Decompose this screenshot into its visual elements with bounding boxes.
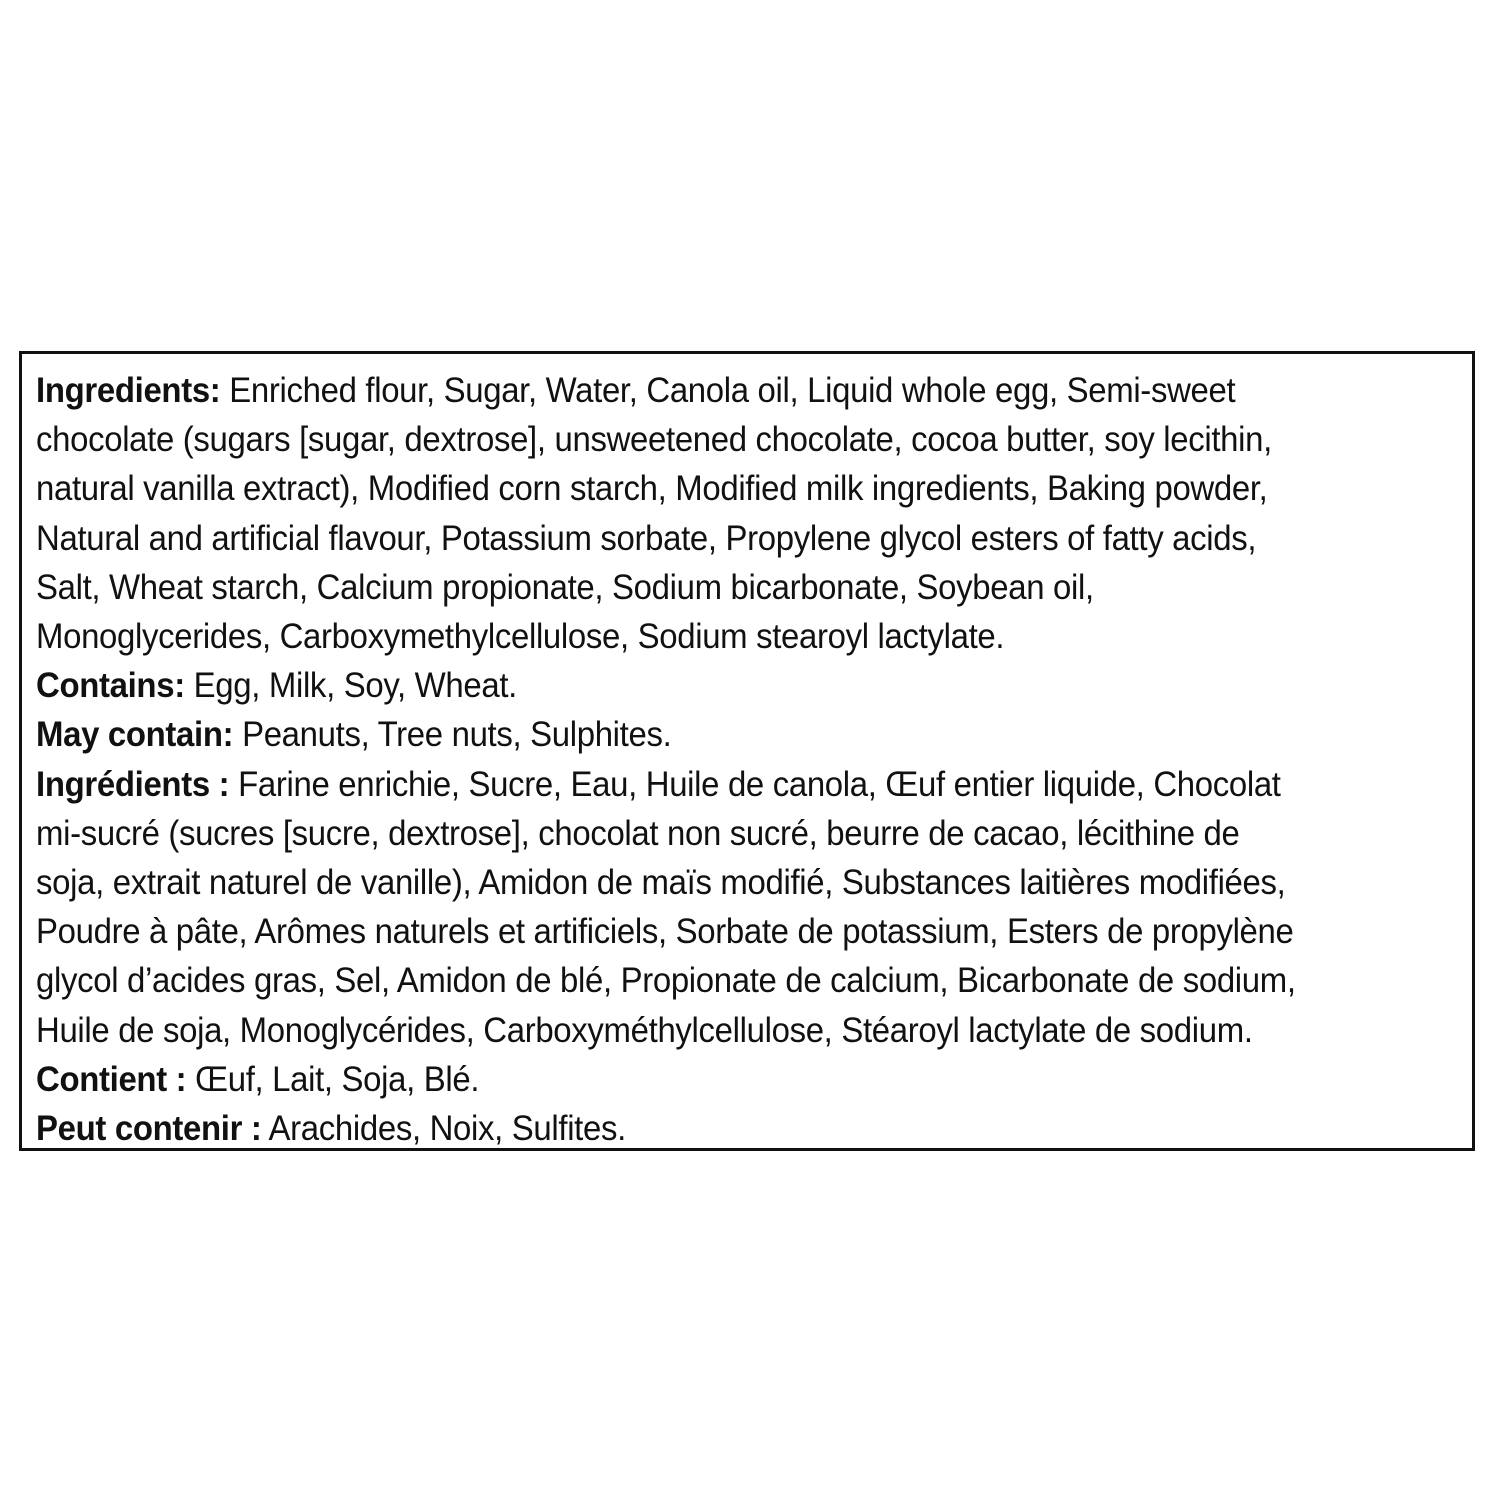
english-may-contain-line xyxy=(36,710,1360,759)
french-may-contain-line xyxy=(36,1104,1360,1153)
ingredients-label-box xyxy=(19,351,1475,1151)
french-contains-text: Œuf, Lait, Soja, Blé. xyxy=(186,1058,480,1099)
french-contains-line xyxy=(36,1055,1360,1104)
english-may-contain-heading: May contain: xyxy=(36,714,234,755)
english-ingredients-text: Enriched flour, Sugar, Water, Canola oil, Liquid whole egg, Semi-sweet xyxy=(220,370,1236,410)
english-ingredients-line-4: Natural and artificial flavour, Potassium sorbate, Propylene glycol esters of fatty acids, xyxy=(36,517,1257,558)
english-ingredients-line-1 xyxy=(36,366,1360,415)
english-contains-text: Egg, Milk, Soy, Wheat. xyxy=(184,665,517,706)
french-ingredients-line-3: soja, extrait naturel de vanille), Amidon de maïs modifié, Substances laitières modifiées, xyxy=(36,862,1286,903)
english-ingredients-line-6: Monoglycerides, Carboxymethylcellulose, Sodium stearoyl lactylate. xyxy=(36,616,1005,657)
french-contains-heading: Contient : xyxy=(36,1058,187,1099)
french-ingredients-text: Farine enrichie, Sucre, Eau, Huile de canola, Œuf entier liquide, Chocolat xyxy=(229,763,1281,804)
english-ingredients-line-5: Salt, Wheat starch, Calcium propionate, Sodium bicarbonate, Soybean oil, xyxy=(36,566,1094,607)
english-ingredients-line-2: chocolate (sugars [sugar, dextrose], unsweetened chocolate, cocoa butter, soy lecithin, xyxy=(36,419,1272,460)
french-ingredients-line-4: Poudre à pâte, Arômes naturels et artificiels, Sorbate de potassium, Esters de propylène xyxy=(36,911,1294,952)
french-may-contain-text: Arachides, Noix, Sulfites. xyxy=(261,1108,626,1149)
english-contains-line xyxy=(36,661,1360,710)
english-ingredients-line-3: natural vanilla extract), Modified corn starch, Modified milk ingredients, Baking powder, xyxy=(36,468,1268,509)
french-ingredients-line-6: Huile de soja, Monoglycérides, Carboxyméthylcellulose, Stéaroyl lactylate de sodium. xyxy=(36,1009,1253,1050)
english-may-contain-text: Peanuts, Tree nuts, Sulphites. xyxy=(233,714,672,755)
french-may-contain-heading: Peut contenir : xyxy=(36,1108,262,1149)
english-contains-heading: Contains: xyxy=(36,665,185,706)
english-ingredients-heading: Ingredients: xyxy=(36,370,221,410)
french-ingredients-line-5: glycol d’acides gras, Sel, Amidon de blé, Propionate de calcium, Bicarbonate de sodium, xyxy=(36,960,1296,1001)
french-ingredients-heading: Ingrédients : xyxy=(36,763,230,804)
french-ingredients-line-1 xyxy=(36,760,1360,809)
french-ingredients-line-2: mi-sucré (sucres [sucre, dextrose], chocolat non sucré, beurre de cacao, lécithine de xyxy=(36,812,1240,853)
